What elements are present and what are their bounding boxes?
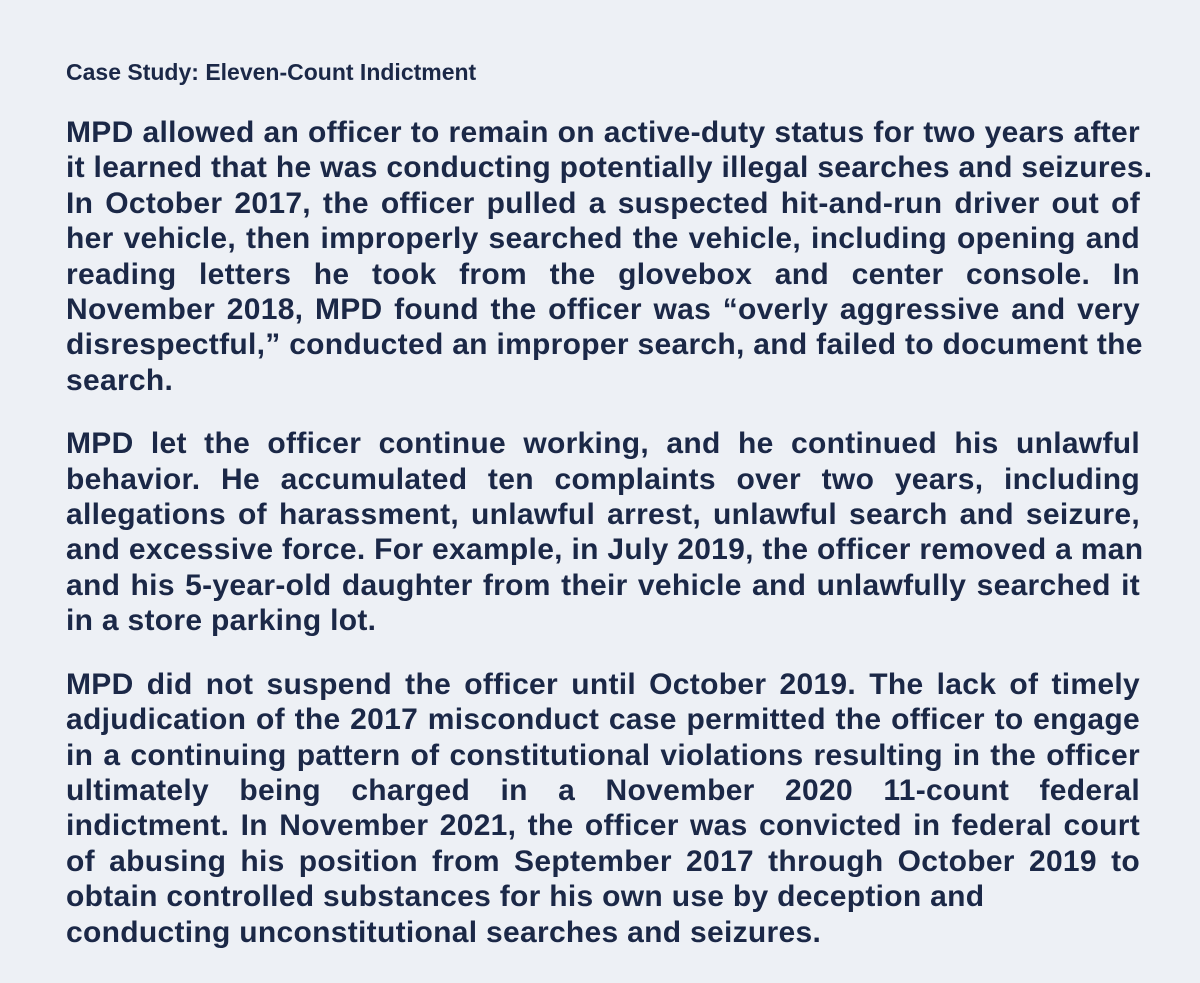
text-line: in a continuing pattern of constitutional violations resulting in the officer xyxy=(66,738,1140,772)
text-line: MPD allowed an officer to remain on active-duty status for two years after xyxy=(66,116,1140,149)
case-study-document xyxy=(66,59,1153,978)
text-line: her vehicle, then improperly searched the vehicle, including opening and xyxy=(66,222,1140,256)
text-line: reading letters he took from the glovebox and center console. In xyxy=(66,257,1140,291)
text-line: in a store parking lot. xyxy=(66,604,377,638)
text-line: allegations of harassment, unlawful arrest, unlawful search and seizure, xyxy=(66,498,1140,532)
text-line: adjudication of the 2017 misconduct case permitted the officer to engage xyxy=(66,703,1140,737)
paragraph-2 xyxy=(66,426,1144,638)
case-study-title: Case Study: Eleven-Count Indictment xyxy=(66,59,477,85)
text-line: disrespectful,” conducted an improper search, and failed to document the xyxy=(66,328,1143,362)
text-line: ultimately being charged in a November 2020 11-count federal xyxy=(66,773,1140,807)
text-line: November 2018, MPD found the officer was “overly aggressive and very xyxy=(66,293,1140,327)
paragraph-3 xyxy=(66,667,1140,950)
text-line: it learned that he was conducting potentially illegal searches and seizures. xyxy=(66,151,1153,185)
text-line: MPD did not suspend the officer until October 2019. The lack of timely xyxy=(66,667,1140,701)
text-line: obtain controlled substances for his own use by deception and xyxy=(66,880,985,914)
text-line: In October 2017, the officer pulled a suspected hit-and-run driver out of xyxy=(66,186,1140,220)
text-line: search. xyxy=(66,363,174,397)
text-line: MPD let the officer continue working, and he continued his unlawful xyxy=(66,427,1140,461)
text-line: indictment. In November 2021, the officer was convicted in federal court xyxy=(66,809,1140,843)
text-line: behavior. He accumulated ten complaints over two years, including xyxy=(66,462,1140,496)
text-line: of abusing his position from September 2017 through October 2019 to xyxy=(66,844,1140,878)
text-line: and excessive force. For example, in July 2019, the officer removed a man xyxy=(66,533,1144,567)
paragraph-1 xyxy=(66,115,1153,398)
text-line: and his 5-year-old daughter from their vehicle and unlawfully searched it xyxy=(66,568,1140,602)
text-line: conducting unconstitutional searches and seizures. xyxy=(66,915,822,949)
